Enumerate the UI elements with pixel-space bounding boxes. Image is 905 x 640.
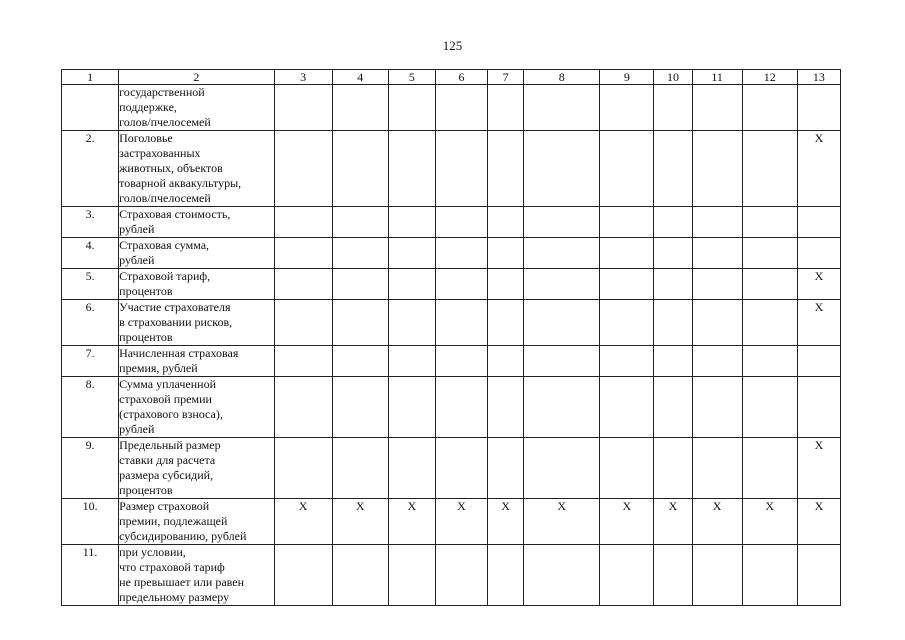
column-header-9: 9 (600, 70, 654, 85)
cell-col-12 (742, 238, 797, 269)
cell-col-4 (332, 300, 388, 346)
row-label-cell: Страховая стоимость, рублей (119, 207, 274, 238)
table-row (62, 269, 841, 300)
table-row (62, 238, 841, 269)
cell-col-5 (388, 545, 435, 606)
row-label-cell: Страховой тариф, процентов (119, 269, 274, 300)
cell-col-12 (742, 438, 797, 499)
cell-col-10 (654, 346, 692, 377)
cell-col-8 (524, 377, 600, 438)
cell-col-3 (274, 238, 332, 269)
cell-col-6: X (435, 499, 487, 545)
cell-col-13 (797, 85, 840, 131)
header-row (62, 70, 841, 85)
cell-col-4 (332, 545, 388, 606)
row-number-cell: 9. (62, 438, 119, 499)
table-row (62, 346, 841, 377)
cell-col-5 (388, 131, 435, 207)
cell-col-7 (488, 545, 524, 606)
cell-col-13: X (797, 269, 840, 300)
cell-col-11 (692, 207, 742, 238)
cell-col-9 (600, 377, 654, 438)
cell-col-8 (524, 238, 600, 269)
cell-col-10 (654, 207, 692, 238)
cell-col-9 (600, 269, 654, 300)
cell-col-7 (488, 131, 524, 207)
column-header-8: 8 (524, 70, 600, 85)
cell-col-6 (435, 346, 487, 377)
row-label-cell: Предельный размер ставки для расчета размера субсидий, процентов (119, 438, 274, 499)
cell-col-12 (742, 346, 797, 377)
cell-col-5 (388, 269, 435, 300)
data-table (61, 69, 841, 606)
column-header-2: 2 (119, 70, 274, 85)
cell-col-6 (435, 238, 487, 269)
cell-col-6 (435, 377, 487, 438)
cell-col-4 (332, 207, 388, 238)
cell-col-13: X (797, 438, 840, 499)
cell-col-4 (332, 346, 388, 377)
row-label-cell: государственной поддержке, голов/пчелосемей (119, 85, 274, 131)
cell-col-10 (654, 85, 692, 131)
row-number-cell: 4. (62, 238, 119, 269)
column-header-4: 4 (332, 70, 388, 85)
cell-col-5 (388, 207, 435, 238)
cell-col-12 (742, 269, 797, 300)
table-row (62, 545, 841, 606)
cell-col-5 (388, 85, 435, 131)
cell-col-12 (742, 207, 797, 238)
table-row (62, 438, 841, 499)
cell-col-6 (435, 545, 487, 606)
row-number-cell: 8. (62, 377, 119, 438)
table-row (62, 377, 841, 438)
row-number-cell: 11. (62, 545, 119, 606)
cell-col-12 (742, 85, 797, 131)
cell-col-10 (654, 438, 692, 499)
cell-col-5: X (388, 499, 435, 545)
cell-col-9 (600, 545, 654, 606)
cell-col-9 (600, 85, 654, 131)
column-header-1: 1 (62, 70, 119, 85)
row-label-cell: при условии, что страховой тариф не превышает или равен предельному размеру (119, 545, 274, 606)
column-header-12: 12 (742, 70, 797, 85)
cell-col-9 (600, 238, 654, 269)
cell-col-9 (600, 300, 654, 346)
row-number-cell (62, 85, 119, 131)
cell-col-7 (488, 238, 524, 269)
cell-col-6 (435, 85, 487, 131)
cell-col-10 (654, 545, 692, 606)
cell-col-11 (692, 238, 742, 269)
cell-col-10 (654, 269, 692, 300)
row-number-cell: 5. (62, 269, 119, 300)
cell-col-11 (692, 85, 742, 131)
cell-col-13 (797, 377, 840, 438)
cell-col-13: X (797, 131, 840, 207)
cell-col-13: X (797, 300, 840, 346)
cell-col-13 (797, 346, 840, 377)
cell-col-4 (332, 269, 388, 300)
column-header-13: 13 (797, 70, 840, 85)
column-header-7: 7 (488, 70, 524, 85)
cell-col-10 (654, 238, 692, 269)
page-number: 125 (442, 38, 463, 53)
cell-col-10 (654, 131, 692, 207)
cell-col-4 (332, 238, 388, 269)
cell-col-8 (524, 438, 600, 499)
cell-col-11 (692, 438, 742, 499)
cell-col-3 (274, 85, 332, 131)
cell-col-9 (600, 438, 654, 499)
cell-col-7 (488, 207, 524, 238)
cell-col-8 (524, 346, 600, 377)
table-row (62, 85, 841, 131)
cell-col-12: X (742, 499, 797, 545)
cell-col-4 (332, 438, 388, 499)
cell-col-12 (742, 131, 797, 207)
cell-col-7 (488, 377, 524, 438)
cell-col-8 (524, 300, 600, 346)
row-label-cell: Участие страхователя в страховании рисков, процентов (119, 300, 274, 346)
cell-col-4 (332, 85, 388, 131)
cell-col-6 (435, 207, 487, 238)
cell-col-3 (274, 131, 332, 207)
cell-col-3 (274, 300, 332, 346)
cell-col-6 (435, 300, 487, 346)
cell-col-8 (524, 85, 600, 131)
table-row (62, 131, 841, 207)
row-label-cell: Сумма уплаченной страховой премии (страхового взноса), рублей (119, 377, 274, 438)
cell-col-7 (488, 85, 524, 131)
cell-col-7 (488, 438, 524, 499)
cell-col-6 (435, 131, 487, 207)
row-number-cell: 6. (62, 300, 119, 346)
cell-col-3 (274, 545, 332, 606)
row-number-cell: 7. (62, 346, 119, 377)
cell-col-12 (742, 545, 797, 606)
cell-col-9 (600, 346, 654, 377)
cell-col-8: X (524, 499, 600, 545)
cell-col-5 (388, 346, 435, 377)
cell-col-4: X (332, 499, 388, 545)
cell-col-11: X (692, 499, 742, 545)
cell-col-5 (388, 300, 435, 346)
cell-col-7: X (488, 499, 524, 545)
row-number-cell: 2. (62, 131, 119, 207)
cell-col-9: X (600, 499, 654, 545)
cell-col-13 (797, 545, 840, 606)
cell-col-11 (692, 346, 742, 377)
cell-col-3: X (274, 499, 332, 545)
cell-col-4 (332, 131, 388, 207)
cell-col-10 (654, 377, 692, 438)
cell-col-9 (600, 131, 654, 207)
cell-col-11 (692, 269, 742, 300)
cell-col-8 (524, 131, 600, 207)
column-header-11: 11 (692, 70, 742, 85)
cell-col-4 (332, 377, 388, 438)
cell-col-6 (435, 438, 487, 499)
cell-col-7 (488, 346, 524, 377)
cell-col-8 (524, 269, 600, 300)
cell-col-3 (274, 346, 332, 377)
column-header-5: 5 (388, 70, 435, 85)
column-header-10: 10 (654, 70, 692, 85)
cell-col-3 (274, 269, 332, 300)
row-number-cell: 3. (62, 207, 119, 238)
cell-col-11 (692, 300, 742, 346)
column-header-6: 6 (435, 70, 487, 85)
cell-col-13 (797, 207, 840, 238)
cell-col-11 (692, 377, 742, 438)
cell-col-3 (274, 377, 332, 438)
cell-col-8 (524, 545, 600, 606)
cell-col-5 (388, 377, 435, 438)
cell-col-7 (488, 269, 524, 300)
cell-col-3 (274, 438, 332, 499)
row-label-cell: Размер страховой премии, подлежащей субсидированию, рублей (119, 499, 274, 545)
cell-col-11 (692, 545, 742, 606)
cell-col-9 (600, 207, 654, 238)
cell-col-5 (388, 438, 435, 499)
cell-col-3 (274, 207, 332, 238)
row-label-cell: Поголовье застрахованных животных, объектов товарной аквакультуры, голов/пчелосемей (119, 131, 274, 207)
cell-col-6 (435, 269, 487, 300)
cell-col-12 (742, 377, 797, 438)
column-header-3: 3 (274, 70, 332, 85)
cell-col-13 (797, 238, 840, 269)
cell-col-7 (488, 300, 524, 346)
row-label-cell: Начисленная страховая премия, рублей (119, 346, 274, 377)
cell-col-10 (654, 300, 692, 346)
cell-col-10: X (654, 499, 692, 545)
cell-col-5 (388, 238, 435, 269)
table-row (62, 207, 841, 238)
table-row (62, 499, 841, 545)
cell-col-13: X (797, 499, 840, 545)
row-number-cell: 10. (62, 499, 119, 545)
cell-col-12 (742, 300, 797, 346)
cell-col-11 (692, 131, 742, 207)
cell-col-8 (524, 207, 600, 238)
row-label-cell: Страховая сумма, рублей (119, 238, 274, 269)
table-row (62, 300, 841, 346)
